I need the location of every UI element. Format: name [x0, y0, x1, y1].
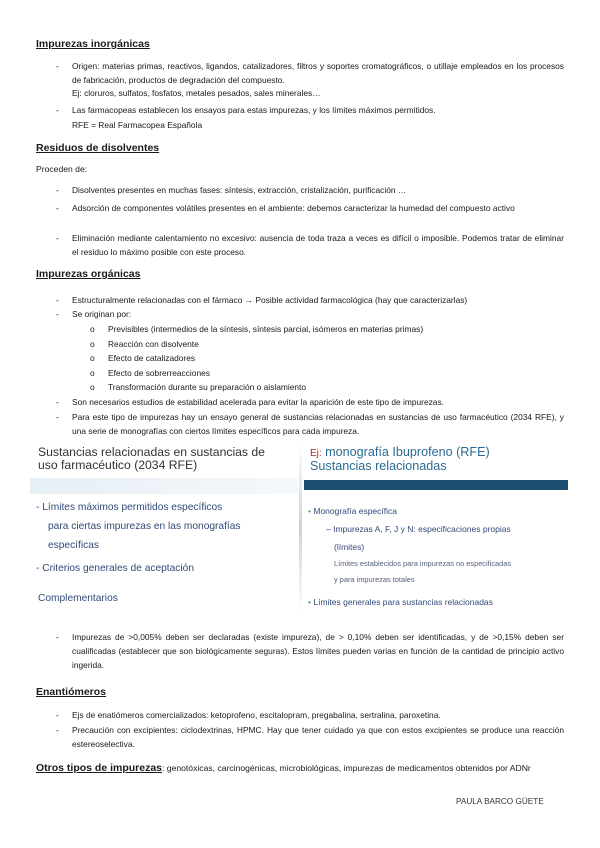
sub-list-item: o Efecto de sobrerreacciones [90, 368, 210, 378]
sub-list-item: o Reacción con disolvente [90, 339, 199, 349]
slide-left-item: Complementarios [38, 593, 118, 604]
slide-right-item: • Monografía específica [308, 506, 397, 516]
list-item: - Ejs de enatiómeros comercializados: ketoprofeno, escitalopram, pregabalina, sertralina, paroxetina. [56, 710, 441, 720]
slide-right-item: – Impurezas A, F, J y N: especificaciones propias [326, 524, 511, 534]
footer-author: PAULA BARCO GÜETE [456, 797, 544, 806]
slide-left-title-line2: uso farmacéutico (2034 RFE) [38, 458, 198, 472]
sub-list-item: o Previsibles (intermedios de la síntesis, síntesis parcial, isómeros en materias primas) [90, 324, 424, 334]
heading-otros: Otros tipos de impurezas [36, 762, 163, 774]
heading-residuos: Residuos de disolventes [36, 142, 160, 154]
list-item: - Impurezas de >0,005% deben ser declaradas (existe impureza), de > 0,10% deben ser identificadas, y de >0,15% deben ser cualificadas (establecer que son biológicamente seguras). Estos límites pueden varias en función de la cantidad de principio activo ingerida. [56, 632, 564, 670]
slide-right-prefix: Ej: [310, 448, 322, 459]
heading-enantiomeros: Enantiómeros [36, 686, 107, 698]
slide-monografia-ibuprofeno [304, 440, 568, 620]
slide-sustancias-relacionadas [30, 440, 298, 620]
list-item: - Las farmacopeas establecen los ensayos para estas impurezas, y los límites máximos permitidos. [56, 105, 436, 115]
slide-right-item: • Límites generales para sustancias relacionadas [308, 597, 493, 607]
slide-right-item: Límites establecidos para impurezas no especificadas [334, 559, 512, 568]
slide-right-title-line1: Ej: monografía Ibuprofeno (RFE) [310, 445, 490, 459]
slide-left-title-line1: Sustancias relacionadas en sustancias de [38, 445, 265, 459]
slide-divider [299, 444, 302, 612]
list-item: - Precaución con excipientes: ciclodextrinas, HPMC. Hay que tener cuidado ya que con estos excipientes se produce una reacción estereoselectiva. [56, 725, 564, 749]
slide-right-item: (límites) [334, 542, 365, 552]
example-line: Ej: cloruros, sulfatos, fosfatos, metales pesados, sales minerales… [72, 88, 321, 98]
sub-list-item: o Efecto de catalizadores [90, 353, 196, 363]
rfe-line: RFE = Real Farmacopea Española [72, 120, 203, 130]
list-item: - Para este tipo de impurezas hay un ensayo general de sustancias relacionadas en sustancias de uso farmacéutico (2034 RFE), y una serie de monografías con ciertos límites específicos para cada impureza. [56, 412, 564, 436]
slide-left-band [30, 478, 298, 494]
list-item: - Disolventes presentes en muchas fases: síntesis, extracción, cristalización, purificación … [56, 185, 407, 195]
otros-paragraph: Otros tipos de impurezas: genotóxicas, carcinogénicas, microbiológicas, impurezas de medicamentos obtenidos por ADNr [36, 762, 531, 774]
list-item: - Se originan por: [56, 309, 132, 319]
slide-right-title-line2: Sustancias relacionadas [310, 459, 447, 473]
heading-inorganicas: Impurezas inorgánicas [36, 38, 150, 50]
list-item: - Eliminación mediante calentamiento no excesivo: ausencia de toda traza a veces es difícil o imposible. Podemos tratar de eliminar el residuo lo máximo posible con este proceso. [56, 233, 564, 257]
list-item: - Estructuralmente relacionadas con el fármaco → Posible actividad farmacológica (hay que caracterizarlas) [56, 295, 468, 305]
intro-text: Proceden de: [36, 164, 88, 174]
sub-list-item: o Transformación durante su preparación o aislamiento [90, 382, 307, 392]
slide-left-item: específicas [48, 540, 99, 551]
slide-left-item: - Límites máximos permitidos específicos [36, 502, 223, 513]
slide-right-item: y para impurezas totales [334, 575, 415, 584]
list-item: - Origen: materias primas, reactivos, ligandos, catalizadores, filtros y soportes cromatográficos, o utillaje empleados en los procesos de fabricación, productos de degradación del compuesto. [56, 61, 564, 85]
list-item: - Son necesarios estudios de estabilidad acelerada para evitar la aparición de este tipo de impurezas. [56, 397, 444, 407]
slide-left-item: - Criterios generales de aceptación [36, 563, 194, 574]
slide-right-band [304, 480, 568, 490]
slide-left-item: para ciertas impurezas en las monografías [48, 521, 241, 532]
list-item: - Adsorción de componentes volátiles presentes en el ambiente: debemos caracterizar la humedad del compuesto activo [56, 203, 515, 213]
heading-organicas: Impurezas orgánicas [36, 268, 141, 280]
